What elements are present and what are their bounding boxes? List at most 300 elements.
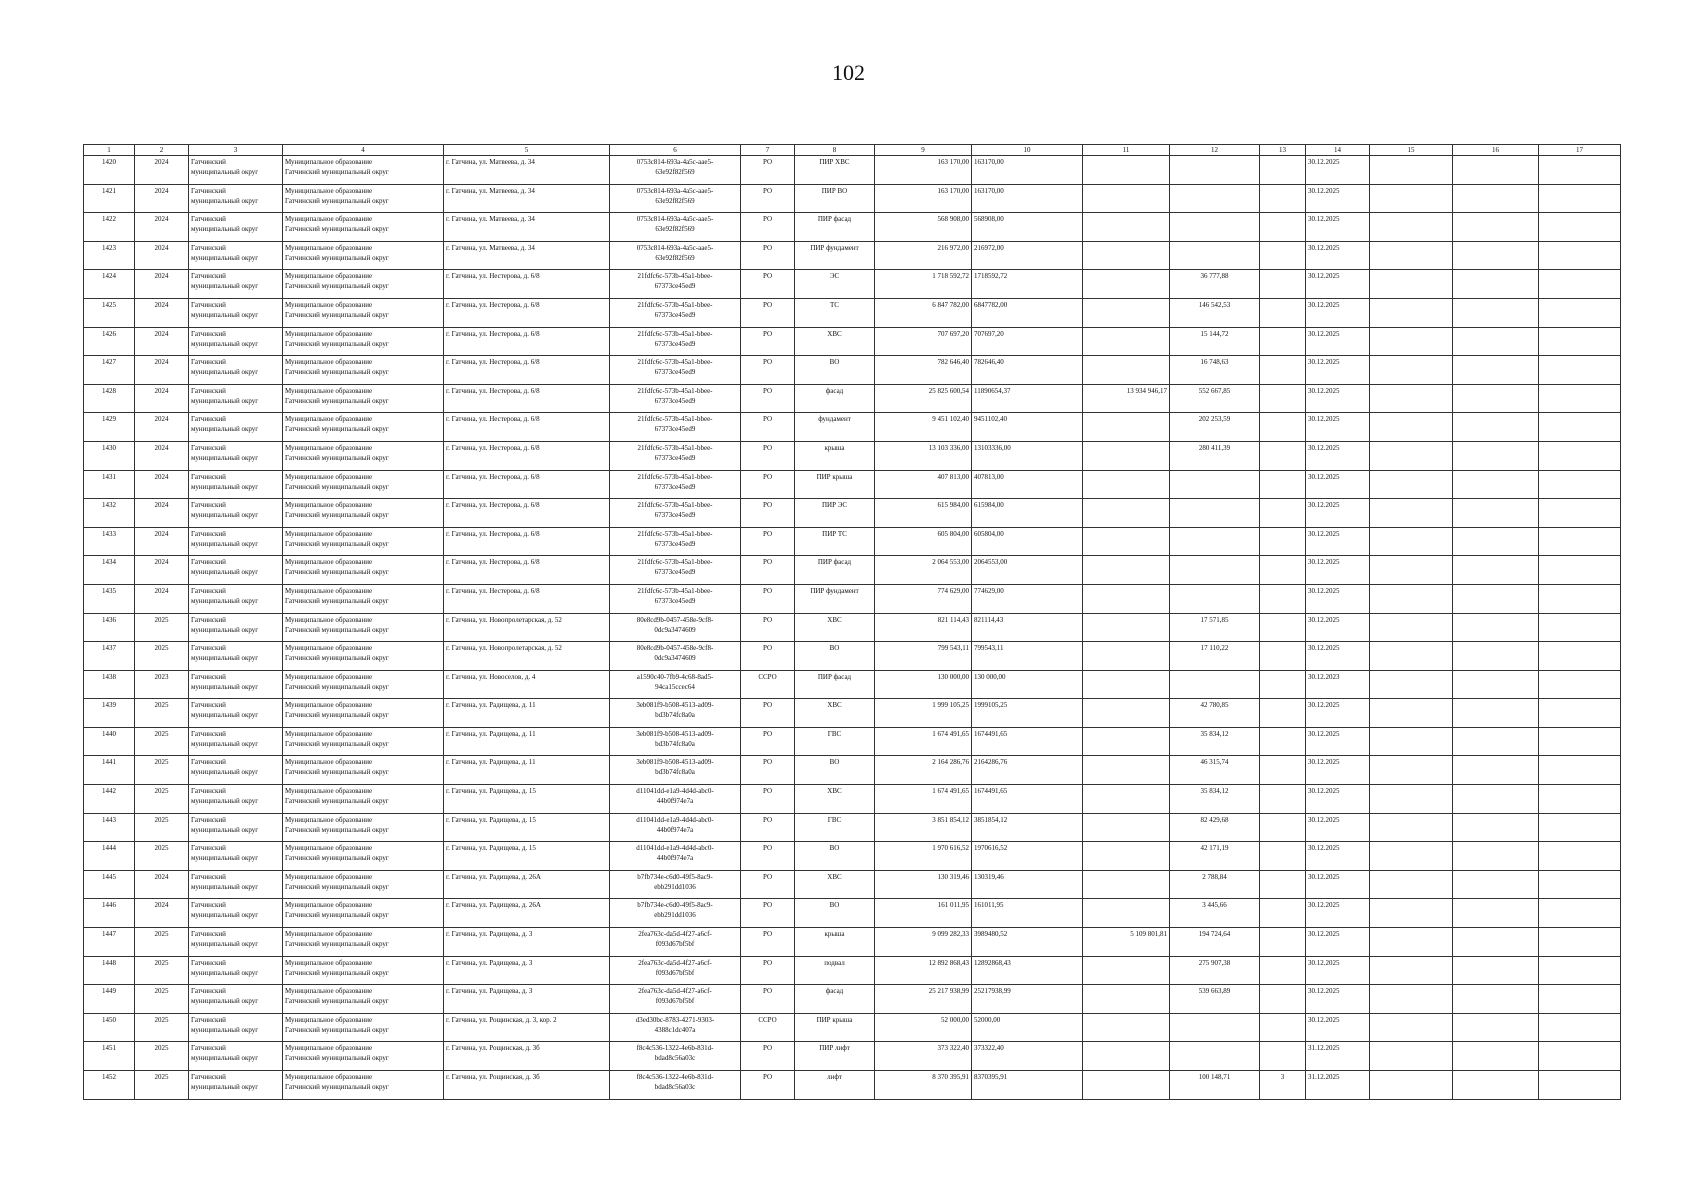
cost-plain-cell: 1674491,65 [972,727,1083,756]
cost-cell: 3 851 854,12 [875,813,972,842]
program-type-cell: РО [741,384,795,413]
column-13-cell [1260,842,1306,871]
district-cell-line: муниципальный округ [191,882,259,891]
district-cell-line: Гатчинский [191,243,226,252]
program-type-cell: РО [741,1071,795,1100]
work-type-cell: ТС [795,298,875,327]
district-cell-line: Гатчинский [191,186,226,195]
column-15-cell [1370,1013,1453,1042]
district-cell-line: муниципальный округ [191,797,259,806]
work-type-cell: ПИР фасад [795,213,875,242]
column-16-cell [1453,956,1539,985]
guid-cell [610,527,741,556]
row-number-cell: 1448 [84,956,135,985]
program-type-cell: РО [741,470,795,499]
address-cell: г. Гатчина, ул. Нестерова, д. 6/8 [444,499,610,528]
cost-plain-cell: 1999105,25 [972,699,1083,728]
deadline-cell: 30.12.2025 [1306,241,1370,270]
deadline-cell: 30.12.2025 [1306,899,1370,928]
address-cell: г. Гатчина, ул. Радищева, д. 11 [444,699,610,728]
address-cell: г. Гатчина, ул. Рощинская, д. 3б [444,1042,610,1071]
column-header-7: 7 [741,145,795,156]
deadline-cell: 31.12.2025 [1306,1042,1370,1071]
year-cell: 2025 [135,613,189,642]
column-13-cell [1260,870,1306,899]
table-row [84,870,1621,899]
program-type-cell: РО [741,870,795,899]
column-15-cell [1370,899,1453,928]
column-16-cell [1453,184,1539,213]
column-12-cell: 3 445,66 [1170,899,1260,928]
municipality-cell-line: Гатчинский муниципальный округ [285,568,389,577]
column-13-cell [1260,441,1306,470]
year-cell: 2024 [135,270,189,299]
column-11-cell [1083,1013,1170,1042]
row-number-cell: 1421 [84,184,135,213]
district-cell-line: Гатчинский [191,758,226,767]
column-15-cell [1370,699,1453,728]
district-cell-line: Гатчинский [191,701,226,710]
municipality-cell-line: Гатчинский муниципальный округ [285,310,389,319]
district-cell-line: муниципальный округ [191,339,259,348]
column-12-cell: 46 315,74 [1170,756,1260,785]
column-11-cell [1083,241,1170,270]
column-11-cell [1083,156,1170,185]
column-16-cell [1453,870,1539,899]
district-cell-line: муниципальный округ [191,911,259,920]
cost-cell: 216 972,00 [875,241,972,270]
deadline-cell: 30.12.2025 [1306,928,1370,957]
column-13-cell [1260,156,1306,185]
guid-cell [610,499,741,528]
column-11-cell [1083,470,1170,499]
guid-cell [610,785,741,814]
municipality-cell-line: Гатчинский муниципальный округ [285,453,389,462]
guid-cell-line: a1590c40-7fb9-4c68-8ad5- [636,672,714,681]
year-cell: 2024 [135,527,189,556]
district-cell-line: Гатчинский [191,158,226,166]
district-cell [189,870,283,899]
column-13-cell [1260,499,1306,528]
cost-plain-cell: 774629,00 [972,584,1083,613]
district-cell-line: Гатчинский [191,558,226,567]
column-12-cell [1170,499,1260,528]
cost-cell: 6 847 782,00 [875,298,972,327]
district-cell-line: Гатчинский [191,1073,226,1081]
work-type-cell: ЭС [795,270,875,299]
guid-cell-line: 21fdfc6c-573b-45a1-bbee- [637,386,713,395]
table-row [84,527,1621,556]
deadline-cell: 30.12.2025 [1306,785,1370,814]
municipality-cell [283,184,444,213]
cost-cell: 1 674 491,65 [875,727,972,756]
guid-cell-line: 21fdfc6c-573b-45a1-bbee- [637,472,713,481]
municipality-cell-line: Гатчинский муниципальный округ [285,396,389,405]
work-type-cell: крыша [795,441,875,470]
header-row [84,145,1621,156]
cost-plain-cell: 707697,20 [972,327,1083,356]
program-type-cell: РО [741,356,795,385]
district-cell-line: Гатчинский [191,1044,226,1053]
guid-cell-line: f093d67bf5bf [655,968,695,977]
municipality-cell-line: Гатчинский муниципальный округ [285,339,389,348]
column-11-cell [1083,699,1170,728]
table-row [84,298,1621,327]
guid-cell [610,1042,741,1071]
municipality-cell-line: Гатчинский муниципальный округ [285,882,389,891]
guid-cell-line: 21fdfc6c-573b-45a1-bbee- [637,272,713,281]
municipality-cell-line: Муниципальное образование [285,415,373,424]
municipality-cell-line: Гатчинский муниципальный округ [285,539,389,548]
guid-cell [610,441,741,470]
column-15-cell [1370,870,1453,899]
program-type-cell: РО [741,842,795,871]
column-header-12: 12 [1170,145,1260,156]
program-type-cell: РО [741,241,795,270]
column-12-cell: 146 542,53 [1170,298,1260,327]
municipality-cell [283,556,444,585]
row-number-cell: 1427 [84,356,135,385]
column-13-cell [1260,928,1306,957]
year-cell: 2025 [135,699,189,728]
guid-cell [610,298,741,327]
district-cell-line: Гатчинский [191,415,226,424]
column-header-13: 13 [1260,145,1306,156]
column-12-cell: 2 788,84 [1170,870,1260,899]
column-16-cell [1453,727,1539,756]
district-cell-line: муниципальный округ [191,940,259,949]
guid-cell [610,356,741,385]
column-12-cell: 36 777,88 [1170,270,1260,299]
district-cell [189,356,283,385]
column-12-cell [1170,1042,1260,1071]
district-cell-line: Гатчинский [191,930,226,939]
table-row [84,670,1621,699]
work-type-cell: ПИР ЭС [795,499,875,528]
row-number-cell: 1449 [84,985,135,1014]
column-15-cell [1370,156,1453,185]
cost-plain-cell: 161011,95 [972,899,1083,928]
table-row [84,613,1621,642]
district-cell-line: Гатчинский [191,215,226,224]
row-number-cell: 1447 [84,928,135,957]
deadline-cell: 30.12.2025 [1306,156,1370,185]
year-cell: 2024 [135,870,189,899]
year-cell: 2025 [135,1071,189,1100]
cost-cell: 774 629,00 [875,584,972,613]
cost-plain-cell: 3851854,12 [972,813,1083,842]
municipality-cell-line: Муниципальное образование [285,215,373,224]
municipality-cell-line: Муниципальное образование [285,243,373,252]
municipality-cell-line: Гатчинский муниципальный округ [285,196,389,205]
table-row [84,727,1621,756]
municipality-cell [283,842,444,871]
cost-plain-cell: 407813,00 [972,470,1083,499]
guid-cell [610,985,741,1014]
program-type-cell: ССРО [741,1013,795,1042]
column-11-cell [1083,356,1170,385]
municipality-cell-line: Гатчинский муниципальный округ [285,1083,389,1091]
municipality-cell [283,928,444,957]
municipality-cell-line: Муниципальное образование [285,672,373,681]
work-type-cell: фундамент [795,413,875,442]
district-cell [189,1071,283,1100]
municipality-cell-line: Гатчинский муниципальный округ [285,225,389,234]
municipality-cell-line: Гатчинский муниципальный округ [285,625,389,634]
year-cell: 2025 [135,985,189,1014]
deadline-cell: 30.12.2025 [1306,327,1370,356]
column-15-cell [1370,670,1453,699]
column-15-cell [1370,956,1453,985]
cost-cell: 13 103 336,00 [875,441,972,470]
municipality-cell [283,584,444,613]
address-cell: г. Гатчина, ул. Матвеева, д. 34 [444,241,610,270]
municipality-cell [283,384,444,413]
column-16-cell [1453,241,1539,270]
municipality-cell-line: Муниципальное образование [285,558,373,567]
column-12-cell [1170,584,1260,613]
row-number-cell: 1429 [84,413,135,442]
table-row [84,584,1621,613]
column-16-cell [1453,899,1539,928]
cost-plain-cell: 3989480,52 [972,928,1083,957]
district-cell-line: муниципальный округ [191,310,259,319]
deadline-cell: 30.12.2025 [1306,642,1370,671]
column-13-cell [1260,556,1306,585]
cost-cell: 130 319,46 [875,870,972,899]
guid-cell-line: 44b0f974e7a [656,825,694,834]
column-16-cell [1453,156,1539,185]
cost-cell: 25 217 938,99 [875,985,972,1014]
deadline-cell: 30.12.2025 [1306,470,1370,499]
year-cell: 2025 [135,842,189,871]
deadline-cell: 30.12.2025 [1306,813,1370,842]
district-cell-line: Гатчинский [191,501,226,510]
column-15-cell [1370,842,1453,871]
municipality-cell-line: Гатчинский муниципальный округ [285,768,389,777]
district-cell [189,556,283,585]
municipality-cell-line: Гатчинский муниципальный округ [285,596,389,605]
municipality-cell [283,270,444,299]
column-15-cell [1370,642,1453,671]
address-cell: г. Гатчина, ул. Нестерова, д. 6/8 [444,327,610,356]
cost-plain-cell: 163170,00 [972,156,1083,185]
municipality-cell-line: Муниципальное образование [285,443,373,452]
column-16-cell [1453,527,1539,556]
program-type-cell: РО [741,613,795,642]
district-cell-line: муниципальный округ [191,196,259,205]
cost-plain-cell: 9451102,40 [972,413,1083,442]
deadline-cell: 30.12.2025 [1306,213,1370,242]
guid-cell-line: 67373ce45ed9 [654,596,696,605]
municipality-cell-line: Гатчинский муниципальный округ [285,711,389,720]
guid-cell-line: 21fdfc6c-573b-45a1-bbee- [637,443,713,452]
deadline-cell: 30.12.2025 [1306,584,1370,613]
column-13-cell [1260,356,1306,385]
guid-cell [610,384,741,413]
guid-cell-line: 67373ce45ed9 [654,310,696,319]
column-12-cell: 15 144,72 [1170,327,1260,356]
district-cell-line: муниципальный округ [191,825,259,834]
column-13-cell [1260,1042,1306,1071]
district-cell [189,899,283,928]
year-cell: 2025 [135,727,189,756]
district-cell [189,270,283,299]
program-type-cell: РО [741,756,795,785]
municipality-cell [283,756,444,785]
column-17-cell [1539,813,1621,842]
column-header-3: 3 [189,145,283,156]
district-cell [189,384,283,413]
guid-cell [610,727,741,756]
work-type-cell: лифт [795,1071,875,1100]
guid-cell [610,556,741,585]
municipality-cell-line: Муниципальное образование [285,472,373,481]
column-16-cell [1453,928,1539,957]
column-12-cell: 82 429,68 [1170,813,1260,842]
cost-cell: 12 892 868,43 [875,956,972,985]
deadline-cell: 30.12.2025 [1306,756,1370,785]
year-cell: 2024 [135,470,189,499]
column-15-cell [1370,441,1453,470]
year-cell: 2025 [135,928,189,957]
guid-cell-line: 21fdfc6c-573b-45a1-bbee- [637,300,713,309]
district-cell-line: Гатчинский [191,586,226,595]
row-number-cell: 1430 [84,441,135,470]
row-number-cell: 1446 [84,899,135,928]
guid-cell-line: 44b0f974e7a [656,797,694,806]
column-16-cell [1453,413,1539,442]
guid-cell-line: 67373ce45ed9 [654,453,696,462]
program-type-cell: РО [741,270,795,299]
column-17-cell [1539,298,1621,327]
program-type-cell: РО [741,156,795,185]
municipality-cell-line: Муниципальное образование [285,758,373,767]
column-13-cell [1260,813,1306,842]
cost-plain-cell: 799543,11 [972,642,1083,671]
cost-plain-cell: 568908,00 [972,213,1083,242]
work-type-cell: ГВС [795,727,875,756]
district-cell-line: муниципальный округ [191,654,259,663]
cost-plain-cell: 1718592,72 [972,270,1083,299]
program-type-cell: РО [741,785,795,814]
table-row [84,956,1621,985]
cost-plain-cell: 615984,00 [972,499,1083,528]
municipality-cell [283,527,444,556]
column-13-cell [1260,184,1306,213]
row-number-cell: 1431 [84,470,135,499]
page-number: 102 [832,60,865,85]
municipality-cell-line: Муниципальное образование [285,701,373,710]
deadline-cell: 30.12.2025 [1306,356,1370,385]
guid-cell [610,756,741,785]
guid-cell-line: 4388c1dc407a [654,1025,696,1034]
work-type-cell: ХВС [795,327,875,356]
guid-cell-line: 0dc9a3474609 [654,625,696,634]
address-cell: г. Гатчина, ул. Нестерова, д. 6/8 [444,270,610,299]
municipality-cell-line: Муниципальное образование [285,586,373,595]
guid-cell-line: 67373ce45ed9 [654,339,696,348]
column-11-cell [1083,413,1170,442]
column-17-cell [1539,584,1621,613]
cost-plain-cell: 13103336,00 [972,441,1083,470]
column-16-cell [1453,756,1539,785]
municipality-cell-line: Муниципальное образование [285,1044,373,1053]
column-12-cell [1170,670,1260,699]
column-16-cell [1453,813,1539,842]
guid-cell [610,270,741,299]
guid-cell-line: 67373ce45ed9 [654,568,696,577]
cost-cell: 2 164 286,76 [875,756,972,785]
cost-cell: 605 804,00 [875,527,972,556]
cost-plain-cell: 25217938,99 [972,985,1083,1014]
cost-cell: 8 370 395,91 [875,1071,972,1100]
guid-cell-line: 0753c814-693a-4a5c-aae5- [636,215,714,224]
work-type-cell: ПИР фасад [795,670,875,699]
column-17-cell [1539,1013,1621,1042]
column-12-cell: 17 571,85 [1170,613,1260,642]
table-row [84,785,1621,814]
municipality-cell [283,813,444,842]
column-15-cell [1370,785,1453,814]
district-cell-line: муниципальный округ [191,968,259,977]
column-11-cell [1083,985,1170,1014]
guid-cell [610,1013,741,1042]
table-row [84,985,1621,1014]
row-number-cell: 1433 [84,527,135,556]
address-cell: г. Гатчина, ул. Нестерова, д. 6/8 [444,413,610,442]
row-number-cell: 1443 [84,813,135,842]
row-number-cell: 1445 [84,870,135,899]
column-16-cell [1453,670,1539,699]
column-11-cell [1083,956,1170,985]
column-16-cell [1453,298,1539,327]
work-type-cell: ГВС [795,813,875,842]
guid-cell-line: 94ca15ccec64 [655,682,695,691]
work-type-cell: ПИР ТС [795,527,875,556]
district-cell-line: муниципальный округ [191,711,259,720]
year-cell: 2025 [135,785,189,814]
column-11-cell [1083,899,1170,928]
column-13-cell [1260,413,1306,442]
address-cell: г. Гатчина, ул. Матвеева, д. 34 [444,213,610,242]
column-16-cell [1453,499,1539,528]
table-row [84,413,1621,442]
work-type-cell: ПИР ВО [795,184,875,213]
work-type-cell: фасад [795,985,875,1014]
column-16-cell [1453,584,1539,613]
column-13-cell [1260,785,1306,814]
guid-cell [610,213,741,242]
municipality-cell [283,642,444,671]
district-cell [189,956,283,985]
municipality-cell-line: Гатчинский муниципальный округ [285,482,389,491]
column-11-cell [1083,642,1170,671]
municipality-cell [283,613,444,642]
program-type-cell: РО [741,813,795,842]
column-17-cell [1539,756,1621,785]
cost-cell: 25 825 600,54 [875,384,972,413]
work-type-cell: ВО [795,756,875,785]
row-number-cell: 1420 [84,156,135,185]
guid-cell-line: 2fea763c-da5d-4f27-a6cf- [638,987,712,996]
address-cell: г. Гатчина, ул. Радищева, д. 11 [444,756,610,785]
column-16-cell [1453,842,1539,871]
year-cell: 2024 [135,184,189,213]
year-cell: 2024 [135,556,189,585]
year-cell: 2024 [135,441,189,470]
municipality-cell-line: Гатчинский муниципальный округ [285,425,389,434]
